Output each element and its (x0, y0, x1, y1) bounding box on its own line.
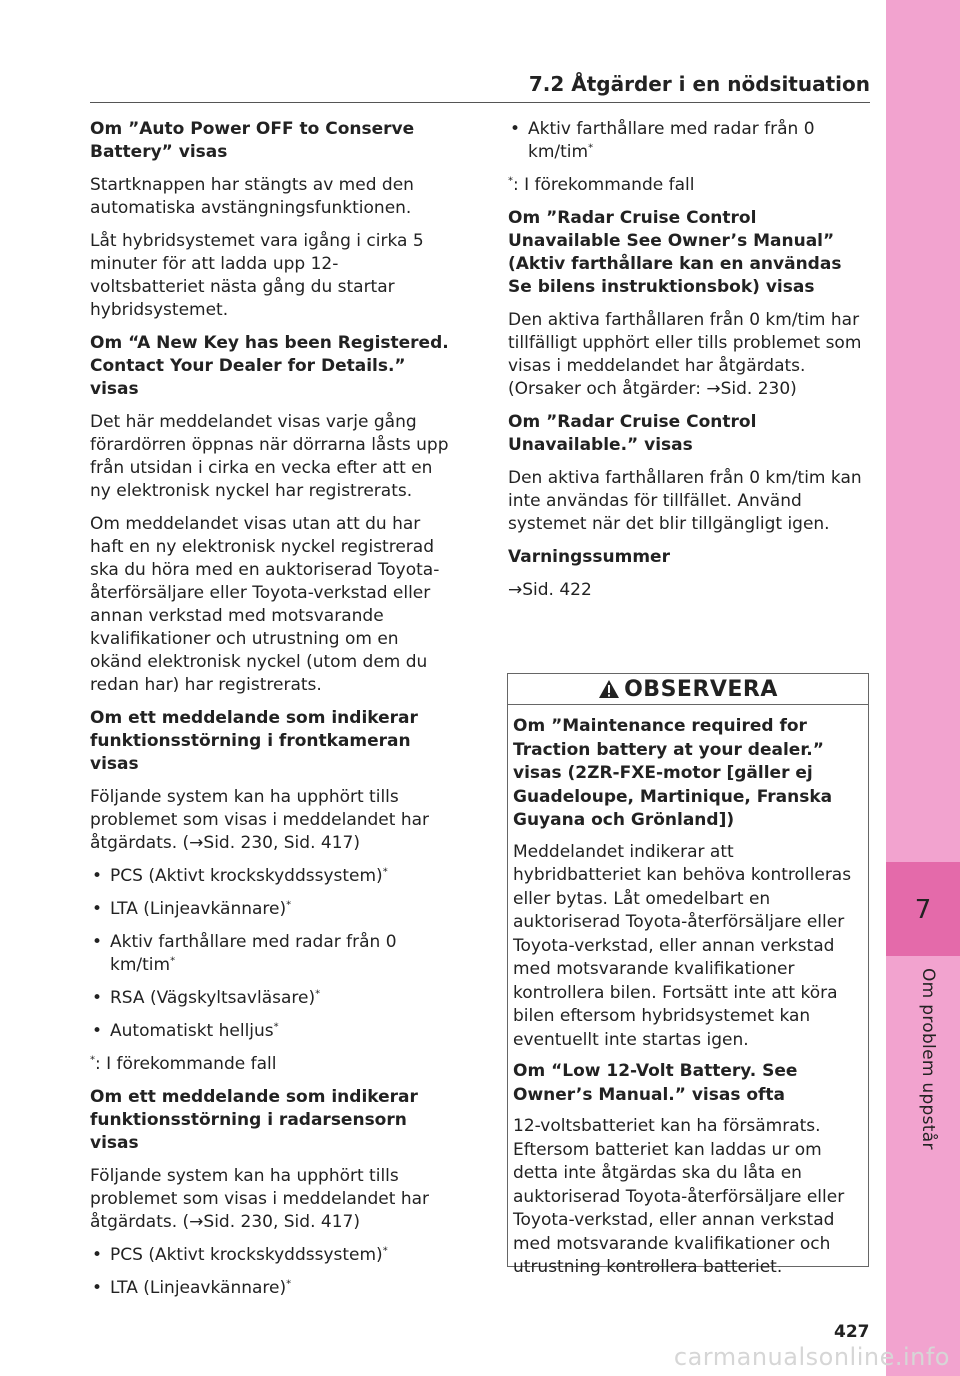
paragraph: Följande system kan ha upphört tills problemet som visas i meddelandet har åtgärdats. (→Sid. 230, Sid. 417) (90, 787, 430, 853)
footnote: *: I förekommande fall (508, 175, 695, 195)
header-rule (90, 102, 870, 103)
notice-body (508, 705, 868, 1280)
list-item: • Aktiv farthållare med radar från 0 km/tim* (508, 118, 868, 164)
notice-title: OBSERVERA (624, 676, 778, 702)
chapter-number: 7 (914, 895, 932, 925)
section-header: 7.2 Åtgärder i en nödsituation (528, 72, 870, 96)
heading-new-key: Om “A New Key has been Registered. Contact Your Dealer for Details.” visas (90, 333, 449, 399)
paragraph: Startknappen har stängts av med den automatiska avstängningsfunktionen. (90, 175, 414, 218)
heading-front-camera: Om ett meddelande som indikerar funktionsstörning i frontkameran visas (90, 708, 418, 774)
heading-radar-cruise-unavailable: Om ”Radar Cruise Control Unavailable.” visas (508, 412, 757, 455)
paragraph: Följande system kan ha upphört tills problemet som visas i meddelandet har åtgärdats. (→Sid. 230, Sid. 417) (90, 1166, 430, 1232)
notice-heading-traction-battery: Om ”Maintenance required for Traction battery at your dealer.” visas (2ZR-FXE-motor [gäller ej Guadeloupe, Martinique, Franska Guyana och Grönland]) (513, 716, 833, 830)
list-item: • PCS (Aktivt krockskyddssystem)* (90, 865, 450, 888)
warning-icon (598, 679, 620, 699)
heading-auto-power-off: Om ”Auto Power OFF to Conserve Battery” visas (90, 119, 415, 162)
notice-heading-low-battery: Om “Low 12-Volt Battery. See Owner’s Manual.” visas ofta (513, 1061, 798, 1105)
list-item: • PCS (Aktivt krockskyddssystem)* (90, 1244, 450, 1267)
chapter-label: Om problem uppstår (918, 968, 938, 1150)
notice-paragraph: 12-voltsbatteriet kan ha försämrats. Eftersom batteriet kan laddas ur om detta inte åtgärdas ska du låta en auktoriserad Toyota-återförsäljare eller Toyota-verkstad, eller annan verkstad med motsvarande kvalifikationer och utrustning kontrollera batteriet. (513, 1116, 845, 1277)
heading-radar-sensor: Om ett meddelande som indikerar funktionsstörning i radarsensorn visas (90, 1087, 418, 1153)
page-number: 427 (834, 1322, 870, 1342)
notice-paragraph: Meddelandet indikerar att hybridbatteriet kan behöva kontrolleras eller bytas. Låt omedelbart en auktoriserad Toyota-återförsäljare eller Toyota-verkstad, eller annan verkstad med motsvarande kvalifikationer kontrollera bilen. Fortsätt inte att köra bilen eftersom hybridsystemet kan eventuellt inte startas igen. (513, 841, 852, 1050)
heading-radar-cruise-unavailable-manual: Om ”Radar Cruise Control Unavailable See Owner’s Manual” (Aktiv farthållare kan en användas Se bilens instruktionsbok) visas (508, 208, 842, 297)
paragraph: Om meddelandet visas utan att du har haft en ny elektronisk nyckel registrerad ska du höra med en auktoriserad Toyota-återförsäljare eller Toyota-verkstad eller annan verkstad med motsvarande kvalifikationer och utrustning om en okänd elektronisk nyckel (utom dem du redan har) har registrerats. (90, 514, 440, 695)
heading-warning-buzzer: Varningssummer (508, 547, 670, 567)
paragraph: Låt hybridsystemet vara igång i cirka 5 minuter för att ladda upp 12-voltsbatteriet nästa gång du startar hybridsystemet. (90, 231, 424, 320)
left-column (90, 118, 450, 1310)
watermark: carmanualsonline.info (673, 1343, 950, 1371)
right-column (508, 118, 868, 612)
paragraph: Den aktiva farthållaren från 0 km/tim kan inte användas för tillfället. Använd systemet när det blir tillgängligt igen. (508, 468, 862, 534)
list-item: • RSA (Vägskyltsavläsare)* (90, 987, 450, 1010)
list-item: • LTA (Linjeavkännare)* (90, 1277, 450, 1300)
paragraph: Det här meddelandet visas varje gång förardörren öppnas när dörrarna låsts upp från utsidan i cirka en vecka efter att en ny elektronisk nyckel har registrerats. (90, 412, 449, 501)
chapter-side-tab (886, 0, 960, 1376)
paragraph: Den aktiva farthållaren från 0 km/tim har tillfälligt upphört eller tills problemet som visas i meddelandet har åtgärdats. (Orsaker och åtgärder: →Sid. 230) (508, 310, 862, 399)
notice-header (508, 674, 868, 705)
list-item: • LTA (Linjeavkännare)* (90, 898, 450, 921)
list-item: • Automatiskt helljus* (90, 1020, 450, 1043)
footnote: *: I förekommande fall (90, 1054, 277, 1074)
page-reference: →Sid. 422 (508, 580, 592, 600)
list-item: • Aktiv farthållare med radar från 0 km/tim* (90, 931, 450, 977)
notice-box (507, 673, 869, 1277)
